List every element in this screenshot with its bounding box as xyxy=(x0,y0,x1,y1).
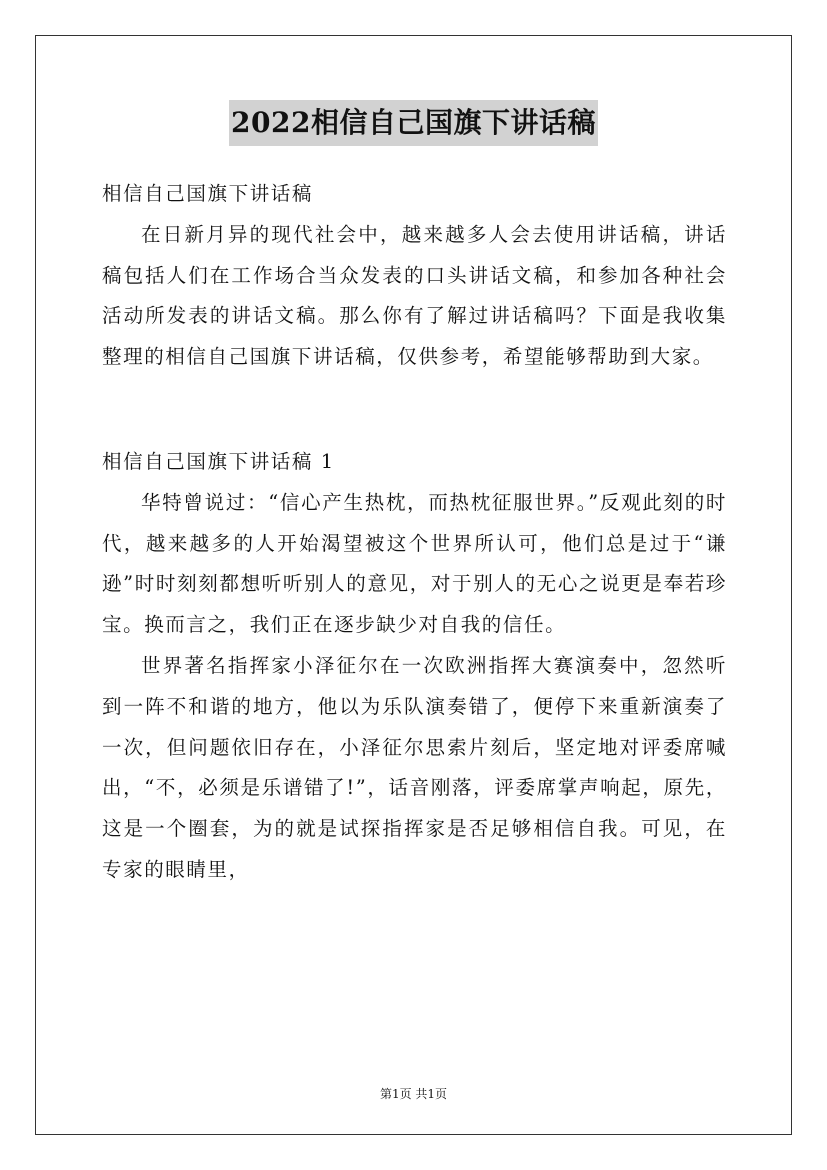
body-paragraph: 华特曾说过：“信心产生热枕，而热枕征服世界。”反观此刻的时代，越来越多的人开始渴望被这个世界所认可，他们总是过于“谦逊”时时刻刻都想听听别人的意见，对于别人的无心之说更是奉若珍宝。换而言之，我们正在逐步缺少对自我的信任。 xyxy=(102,490,727,637)
title-container xyxy=(0,100,827,146)
body-paragraph: 世界著名指挥家小泽征尔在一次欧洲指挥大赛演奏中，忽然听到一阵不和谐的地方，他以为乐队演奏错了，便停下来重新演奏了一次，但问题依旧存在，小泽征尔思索片刻后，坚定地对评委席喊出，“不，必须是乐谱错了!”，话音刚落，评委席掌声响起，原先，这是一个圈套，为的就是试探指挥家是否足够相信自我。可见，在专家的眼睛里， xyxy=(102,653,727,881)
page-footer: 第1页 共1页 xyxy=(379,1087,448,1101)
section-heading: 相信自己国旗下讲话稿 1 xyxy=(102,449,335,473)
document-title: 2022相信自己国旗下讲话稿 xyxy=(229,100,598,146)
document-subtitle: 相信自己国旗下讲话稿 xyxy=(102,182,314,205)
document-body xyxy=(102,174,727,891)
intro-paragraph: 在日新月异的现代社会中，越来越多人会去使用讲话稿，讲话稿包括人们在工作场合当众发表的口头讲话文稿，和参加各种社会活动所发表的讲话文稿。那么你有了解过讲话稿吗？下面是我收集整理的相信自己国旗下讲话稿，仅供参考，希望能够帮助到大家。 xyxy=(102,222,727,369)
